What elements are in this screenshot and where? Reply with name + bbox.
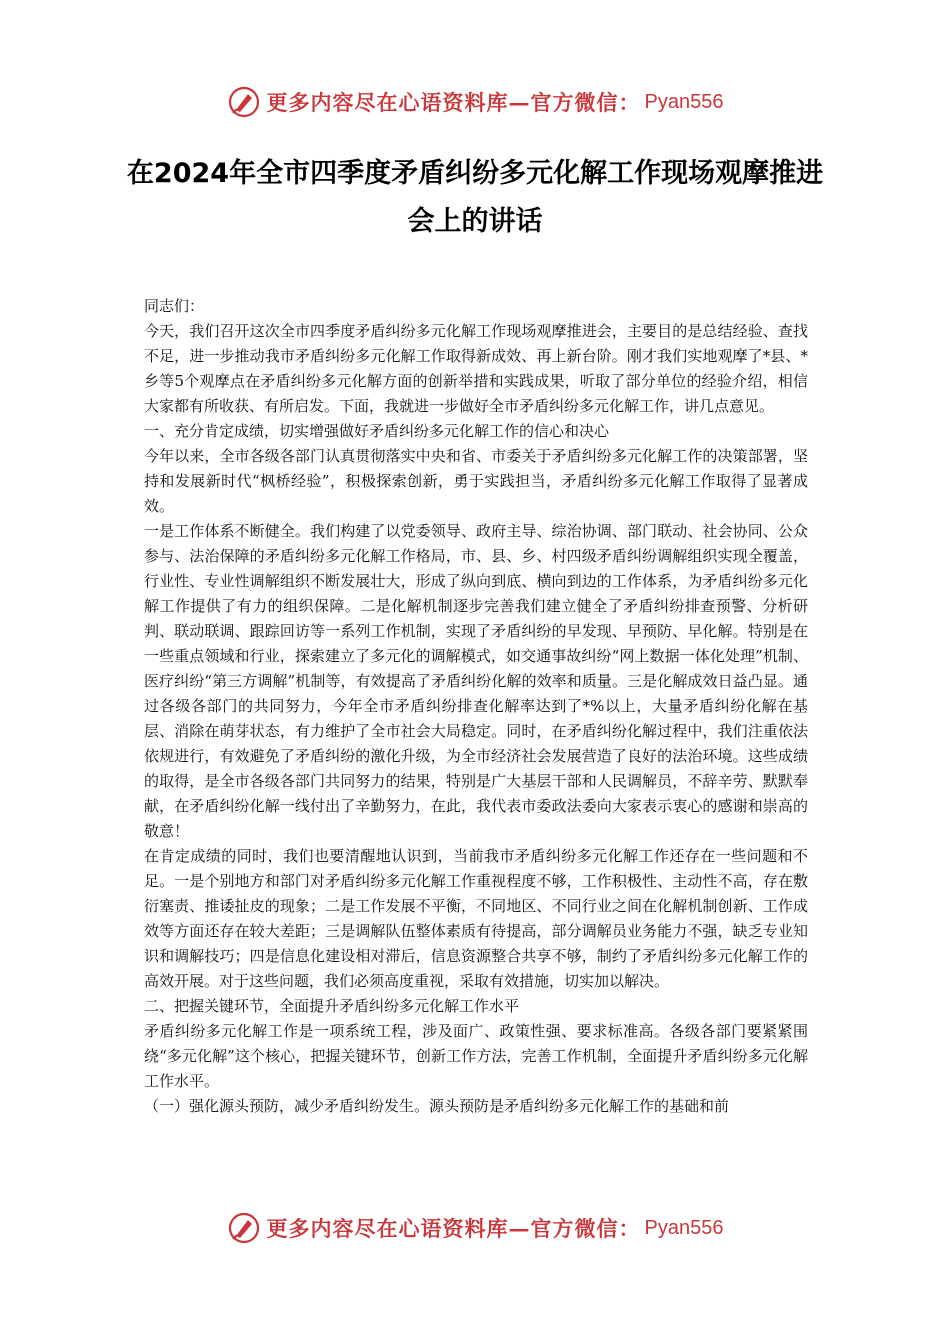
section-heading: 一、充分肯定成绩，切实增强做好矛盾纠纷多元化解工作的信心和决心 <box>144 422 610 440</box>
banner-wechat-id: Pyan556 <box>644 90 724 113</box>
watermark-banner-bottom <box>0 1208 950 1248</box>
paragraph: 一是工作体系不断健全。我们构建了以党委领导、政府主导、综治协调、部门联动、社会协同、公众参与、法治保障的矛盾纠纷多元化解工作格局，市、县、乡、村四级矛盾纠纷调解组织实现全覆盖，行业性、专业性调解组织不断发展壮大，形成了纵向到底、横向到边的工作体系，为矛盾纠纷多元化解工作提供了有力的组织保障。二是化解机制逐步完善我们建立健全了矛盾纠纷排查预警、分析研判、联动联调、跟踪回访等一系列工作机制，实现了矛盾纠纷的早发现、早预防、早化解。特别是在一些重点领域和行业，探索建立了多元化的调解模式，如交通事故纠纷“网上数据一体化处理”机制、医疗纠纷“第三方调解”机制等，有效提高了矛盾纠纷化解的效率和质量。三是化解成效日益凸显。通过各级各部门的共同努力，今年全市矛盾纠纷排查化解率达到了*%以上，大量矛盾纠纷化解在基层、消除在萌芽状态，有力维护了全市社会大局稳定。同时，在矛盾纠纷化解过程中，我们注重依法依规进行，有效避免了矛盾纠纷的激化升级，为全市经济社会发展营造了良好的法治环境。这些成绩的取得，是全市各级各部门共同努力的结果，特别是广大基层干部和人民调解员，不辞辛劳、默默奉献，在矛盾纠纷化解一线付出了辛勤努力，在此，我代表市委政法委向大家表示衷心的感谢和崇高的敬意！ <box>144 522 808 840</box>
salutation: 同志们： <box>144 297 205 315</box>
paragraph: （一）强化源头预防，减少矛盾纠纷发生。源头预防是矛盾纠纷多元化解工作的基础和前 <box>144 1097 730 1115</box>
banner-wechat-id: Pyan556 <box>644 1216 724 1239</box>
watermark-banner-top <box>0 82 950 122</box>
paragraph: 矛盾纠纷多元化解工作是一项系统工程，涉及面广、政策性强、要求标准高。各级各部门要紧紧围绕“多元化解”这个核心，把握关键环节，创新工作方法，完善工作机制，全面提升矛盾纠纷多元化解工作水平。 <box>144 1022 808 1090</box>
paragraph: 在肯定成绩的同时，我们也要清醒地认识到，当前我市矛盾纠纷多元化解工作还存在一些问题和不足。一是个别地方和部门对矛盾纠纷多元化解工作重视程度不够，工作积极性、主动性不高，存在敷衍塞责、推诿扯皮的现象；二是工作发展不平衡，不同地区、不同行业之间在化解机制创新、工作成效等方面还存在较大差距；三是调解队伍整体素质有待提高，部分调解员业务能力不强，缺乏专业知识和调解技巧；四是信息化建设相对滞后，信息资源整合共享不够，制约了矛盾纠纷多元化解工作的高效开展。对于这些问题，我们必须高度重视，采取有效措施，切实加以解决。 <box>144 847 808 990</box>
paragraph: 今天，我们召开这次全市四季度矛盾纠纷多元化解工作现场观摩推进会，主要目的是总结经验、查找不足，进一步推动我市矛盾纠纷多元化解工作取得新成效、再上新台阶。刚才我们实地观摩了*县、*乡等5个观摩点在矛盾纠纷多元化解方面的创新举措和实践成果，听取了部分单位的经验介绍，相信大家都有所收获、有所启发。下面，我就进一步做好全市矛盾纠纷多元化解工作，讲几点意见。 <box>144 322 808 415</box>
section-heading: 二、把握关键环节，全面提升矛盾纠纷多元化解工作水平 <box>144 997 520 1015</box>
document-body <box>144 294 808 1119</box>
paragraph: 今年以来，全市各级各部门认真贯彻落实中央和省、市委关于矛盾纠纷多元化解工作的决策部署，坚持和发展新时代“枫桥经验”，积极探索创新，勇于实践担当，矛盾纠纷多元化解工作取得了显著成效。 <box>144 447 808 515</box>
document-title: 在2024年全市四季度矛盾纠纷多元化解工作现场观摩推进会上的讲话 <box>126 158 824 237</box>
pen-nib-logo-icon <box>227 85 261 119</box>
banner-text: 更多内容尽在心语资料库—官方微信： <box>266 90 641 115</box>
pen-nib-logo-icon <box>227 1211 261 1245</box>
banner-text: 更多内容尽在心语资料库—官方微信： <box>266 1216 641 1241</box>
